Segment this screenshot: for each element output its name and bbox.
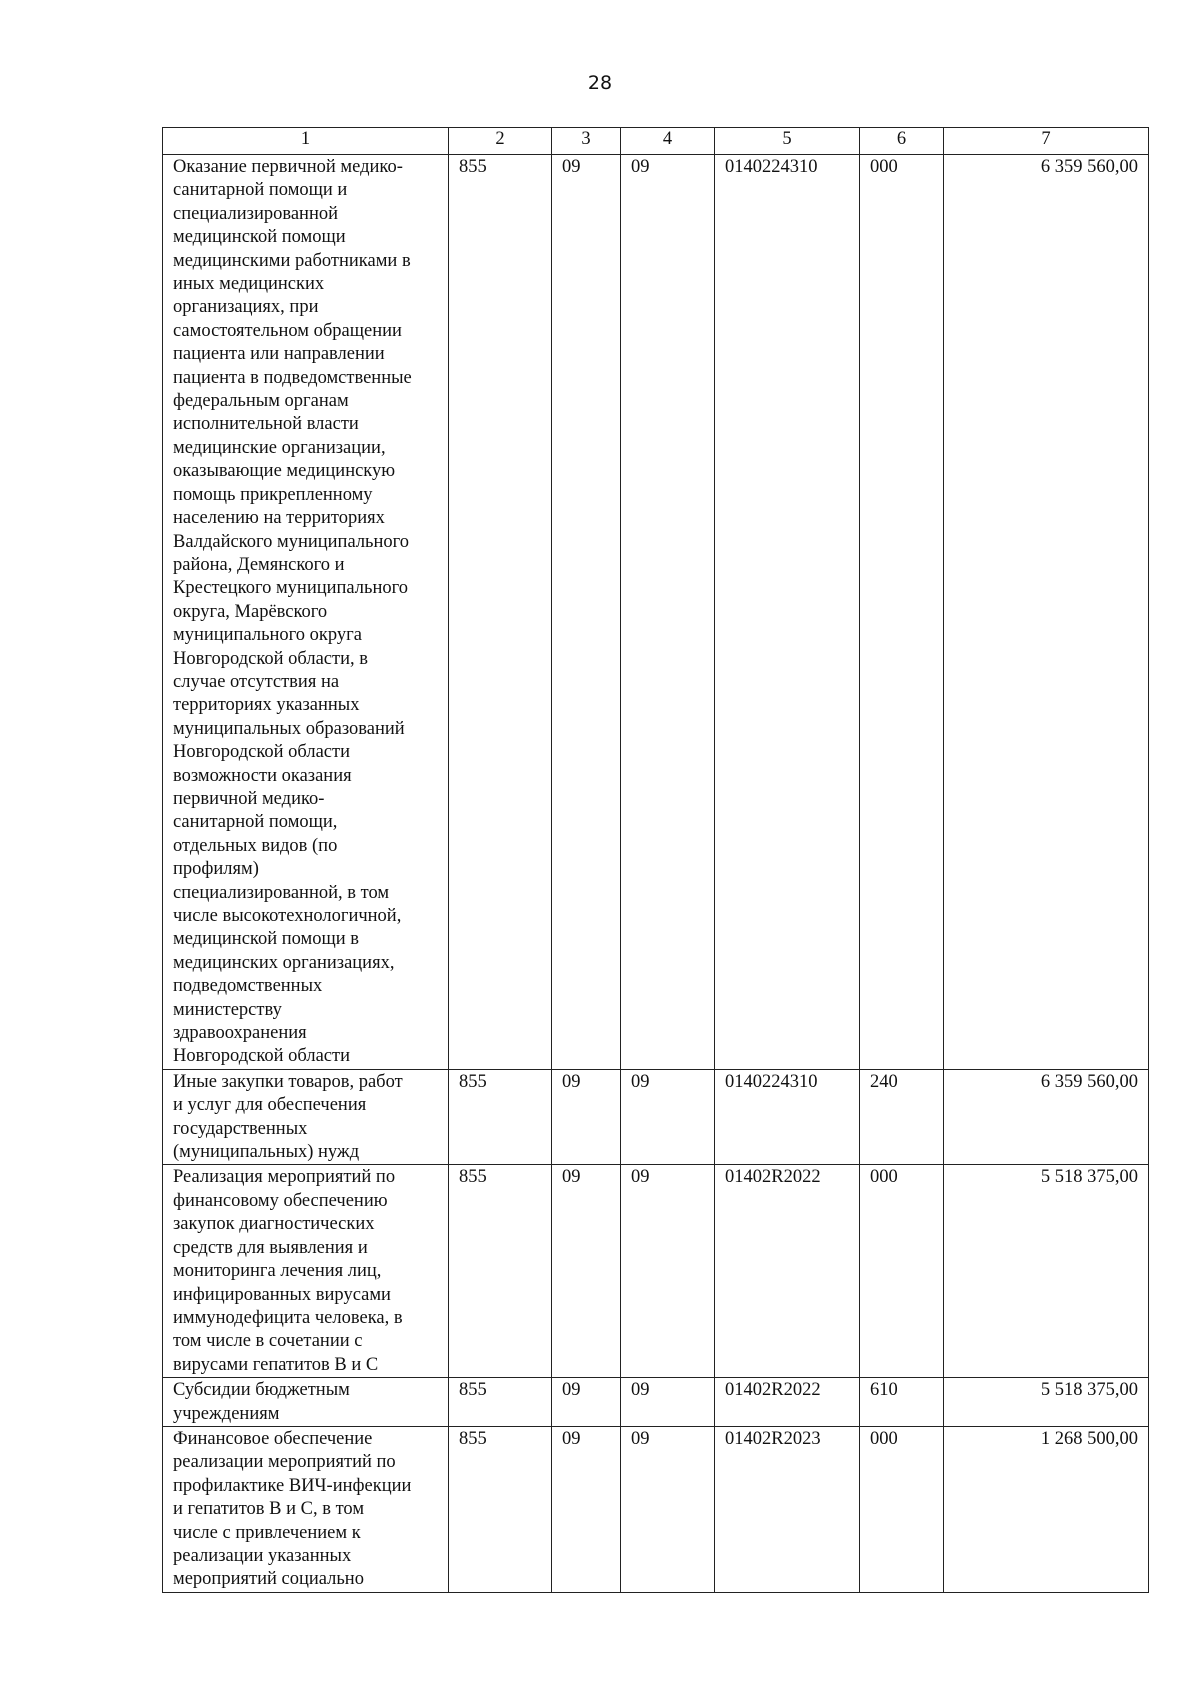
target-article-code: 0140224310 (715, 1069, 860, 1165)
row-description: Оказание первичной медико- санитарной помощи и специализированной медицинской помощи медицинскими работниками в иных медицинских организациях, при самостоятельном обращении пациента или направлении пациента в подведомственные федеральным органам исполнительной власти медицинские организации, оказывающие медицинскую помощь прикрепленному населению на территориях Валдайского муниципального района, Демянского и Крестецкого муниципального округа, Марёвского муниципального округа Новгородской области, в случае отсутствия на территориях указанных муниципальных образований Новгородской области возможности оказания первичной медико- санитарной помощи, отдельных видов (по профилям) специализированной, в том числе высокотехнологичной, медицинской помощи в медицинских организациях, подведомственных министерству здравоохранения Новгородской области (163, 155, 449, 1070)
column-header: 6 (860, 128, 944, 155)
expense-type-code: 610 (860, 1378, 944, 1427)
table-row (163, 1165, 1149, 1378)
section-code: 09 (552, 1069, 621, 1165)
table-header-row (163, 128, 1149, 155)
column-header: 2 (449, 128, 552, 155)
table-row (163, 1426, 1149, 1592)
row-description: Реализация мероприятий по финансовому обеспечению закупок диагностических средств для выявления и мониторинга лечения лиц, инфицированных вирусами иммунодефицита человека, в том числе в сочетании с вирусами гепатитов B и C (163, 1165, 449, 1378)
column-header: 1 (163, 128, 449, 155)
target-article-code: 0140224310 (715, 155, 860, 1070)
amount: 6 359 560,00 (944, 155, 1149, 1070)
amount: 5 518 375,00 (944, 1165, 1149, 1378)
ministry-code: 855 (449, 1426, 552, 1592)
row-description: Субсидии бюджетным учреждениям (163, 1378, 449, 1427)
section-code: 09 (552, 1378, 621, 1427)
row-description: Иные закупки товаров, работ и услуг для обеспечения государственных (муниципальных) нужд (163, 1069, 449, 1165)
section-code: 09 (552, 155, 621, 1070)
expense-type-code: 000 (860, 1165, 944, 1378)
table-row (163, 155, 1149, 1070)
target-article-code: 01402R2022 (715, 1378, 860, 1427)
subsection-code: 09 (621, 155, 715, 1070)
expense-type-code: 000 (860, 155, 944, 1070)
page-number: 28 (587, 72, 613, 94)
ministry-code: 855 (449, 1165, 552, 1378)
expense-type-code: 240 (860, 1069, 944, 1165)
target-article-code: 01402R2022 (715, 1165, 860, 1378)
column-header: 7 (944, 128, 1149, 155)
amount: 1 268 500,00 (944, 1426, 1149, 1592)
amount: 6 359 560,00 (944, 1069, 1149, 1165)
subsection-code: 09 (621, 1426, 715, 1592)
subsection-code: 09 (621, 1165, 715, 1378)
table-row (163, 1378, 1149, 1427)
target-article-code: 01402R2023 (715, 1426, 860, 1592)
ministry-code: 855 (449, 1069, 552, 1165)
table-row (163, 1069, 1149, 1165)
subsection-code: 09 (621, 1069, 715, 1165)
column-header: 3 (552, 128, 621, 155)
column-header: 5 (715, 128, 860, 155)
ministry-code: 855 (449, 1378, 552, 1427)
subsection-code: 09 (621, 1378, 715, 1427)
column-header: 4 (621, 128, 715, 155)
ministry-code: 855 (449, 155, 552, 1070)
section-code: 09 (552, 1165, 621, 1378)
budget-table (162, 127, 1149, 1593)
expense-type-code: 000 (860, 1426, 944, 1592)
section-code: 09 (552, 1426, 621, 1592)
row-description: Финансовое обеспечение реализации мероприятий по профилактике ВИЧ-инфекции и гепатитов B и C, в том числе с привлечением к реализации указанных мероприятий социально (163, 1426, 449, 1592)
amount: 5 518 375,00 (944, 1378, 1149, 1427)
